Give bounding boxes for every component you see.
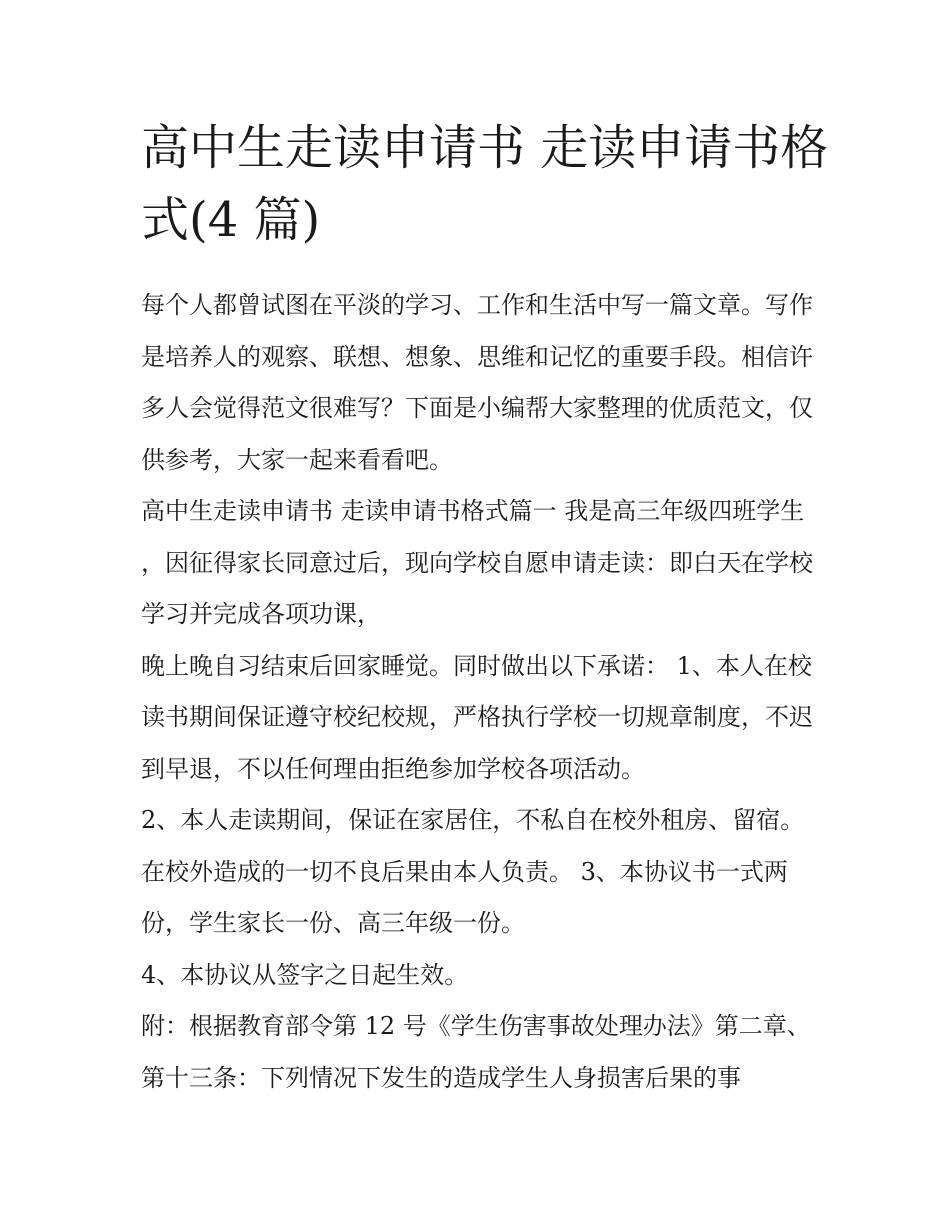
paragraph-promise-1: 晚上晚自习结束后回家睡觉。同时做出以下承诺： 1、本人在校读书期间保证遵守校纪校规，严格执行学校一切规章制度，不迟到早退，不以任何理由拒绝参加学校各项活动。 (141, 651, 813, 783)
paragraph-promise-2-3: 2、本人走读期间，保证在家居住，不私自在校外租房、留宿。在校外造成的一切不良后果由本人负责。 3、本协议书一式两份，学生家长一份、高三年级一份。 (141, 806, 805, 937)
paragraph-intro: 每个人都曾试图在平淡的学习、工作和生活中写一篇文章。写作是培养人的观察、联想、想象、思维和记忆的重要手段。相信许多人会觉得范文很难写？下面是小编帮大家整理的优质范文，仅供参考，大家一起来看看吧。 (141, 291, 813, 474)
document-title: 高中生走读申请书 走读申请书格式(4 篇) (141, 120, 829, 248)
paragraph-appendix: 附：根据教育部令第 12 号《学生伤害事故处理办法》第二章、第十三条：下列情况下发生的造成学生人身损害后果的事 (141, 1012, 811, 1092)
paragraph-application: 高中生走读申请书 走读申请书格式篇一 我是高三年级四班学生 ，因征得家长同意过后，现向学校自愿申请走读：即白天在学校学习并完成各项功课， (141, 497, 813, 628)
paragraph-promise-4: 4、本协议从签字之日起生效。 (141, 960, 469, 989)
document-body (141, 280, 817, 1104)
